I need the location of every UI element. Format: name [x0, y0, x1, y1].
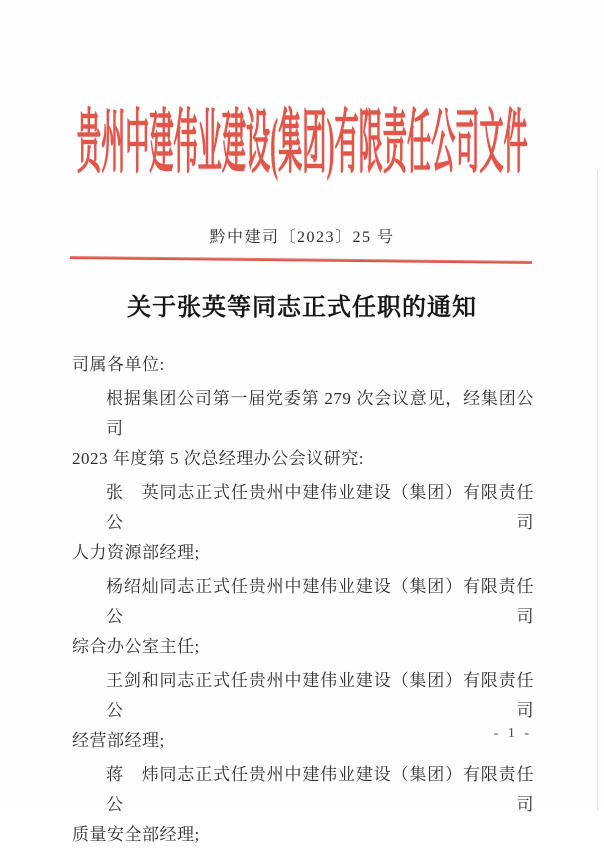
body-line: 人力资源部经理; [72, 543, 200, 562]
red-divider-line [70, 256, 532, 264]
paragraph-appointment-yangshaocan [72, 572, 534, 662]
paragraph-appointment-wangjianhe [72, 666, 534, 756]
body-line: 综合办公室主任; [72, 637, 200, 656]
salutation-paragraph [72, 350, 534, 380]
paragraph-appointment-zhangying [72, 478, 534, 568]
body-line: 2023 年度第 5 次总经理办公会议研究: [72, 449, 364, 468]
body-line: 蒋 炜同志正式任贵州中建伟业建设（集团）有限责任公司 [106, 765, 534, 814]
paragraph-appointment-jiangwei [72, 760, 534, 850]
salutation-line: 司属各单位: [72, 355, 165, 374]
document-number: 黔中建司〔2023〕25 号 [209, 229, 395, 246]
paragraph-meeting-basis [72, 384, 534, 474]
document-body [72, 350, 534, 854]
body-line: 经营部经理; [72, 731, 165, 750]
body-line: 质量安全部经理; [72, 825, 200, 844]
letterhead [0, 96, 604, 182]
body-line: 根据集团公司第一届党委第 279 次会议意见，经集团公司 [106, 389, 534, 438]
page-number: - 1 - [493, 726, 532, 741]
company-letterhead-title: 贵州中建伟业建设(集团)有限责任公司文件 [76, 104, 528, 182]
body-line: 张 英同志正式任贵州中建伟业建设（集团）有限责任公司 [106, 483, 534, 532]
scan-edge-artifact [597, 170, 598, 810]
body-line: 杨绍灿同志正式任贵州中建伟业建设（集团）有限责任公司 [106, 577, 534, 626]
body-line: 王剑和同志正式任贵州中建伟业建设（集团）有限责任公司 [106, 671, 534, 720]
document-title: 关于张英等同志正式任职的通知 [127, 295, 477, 321]
